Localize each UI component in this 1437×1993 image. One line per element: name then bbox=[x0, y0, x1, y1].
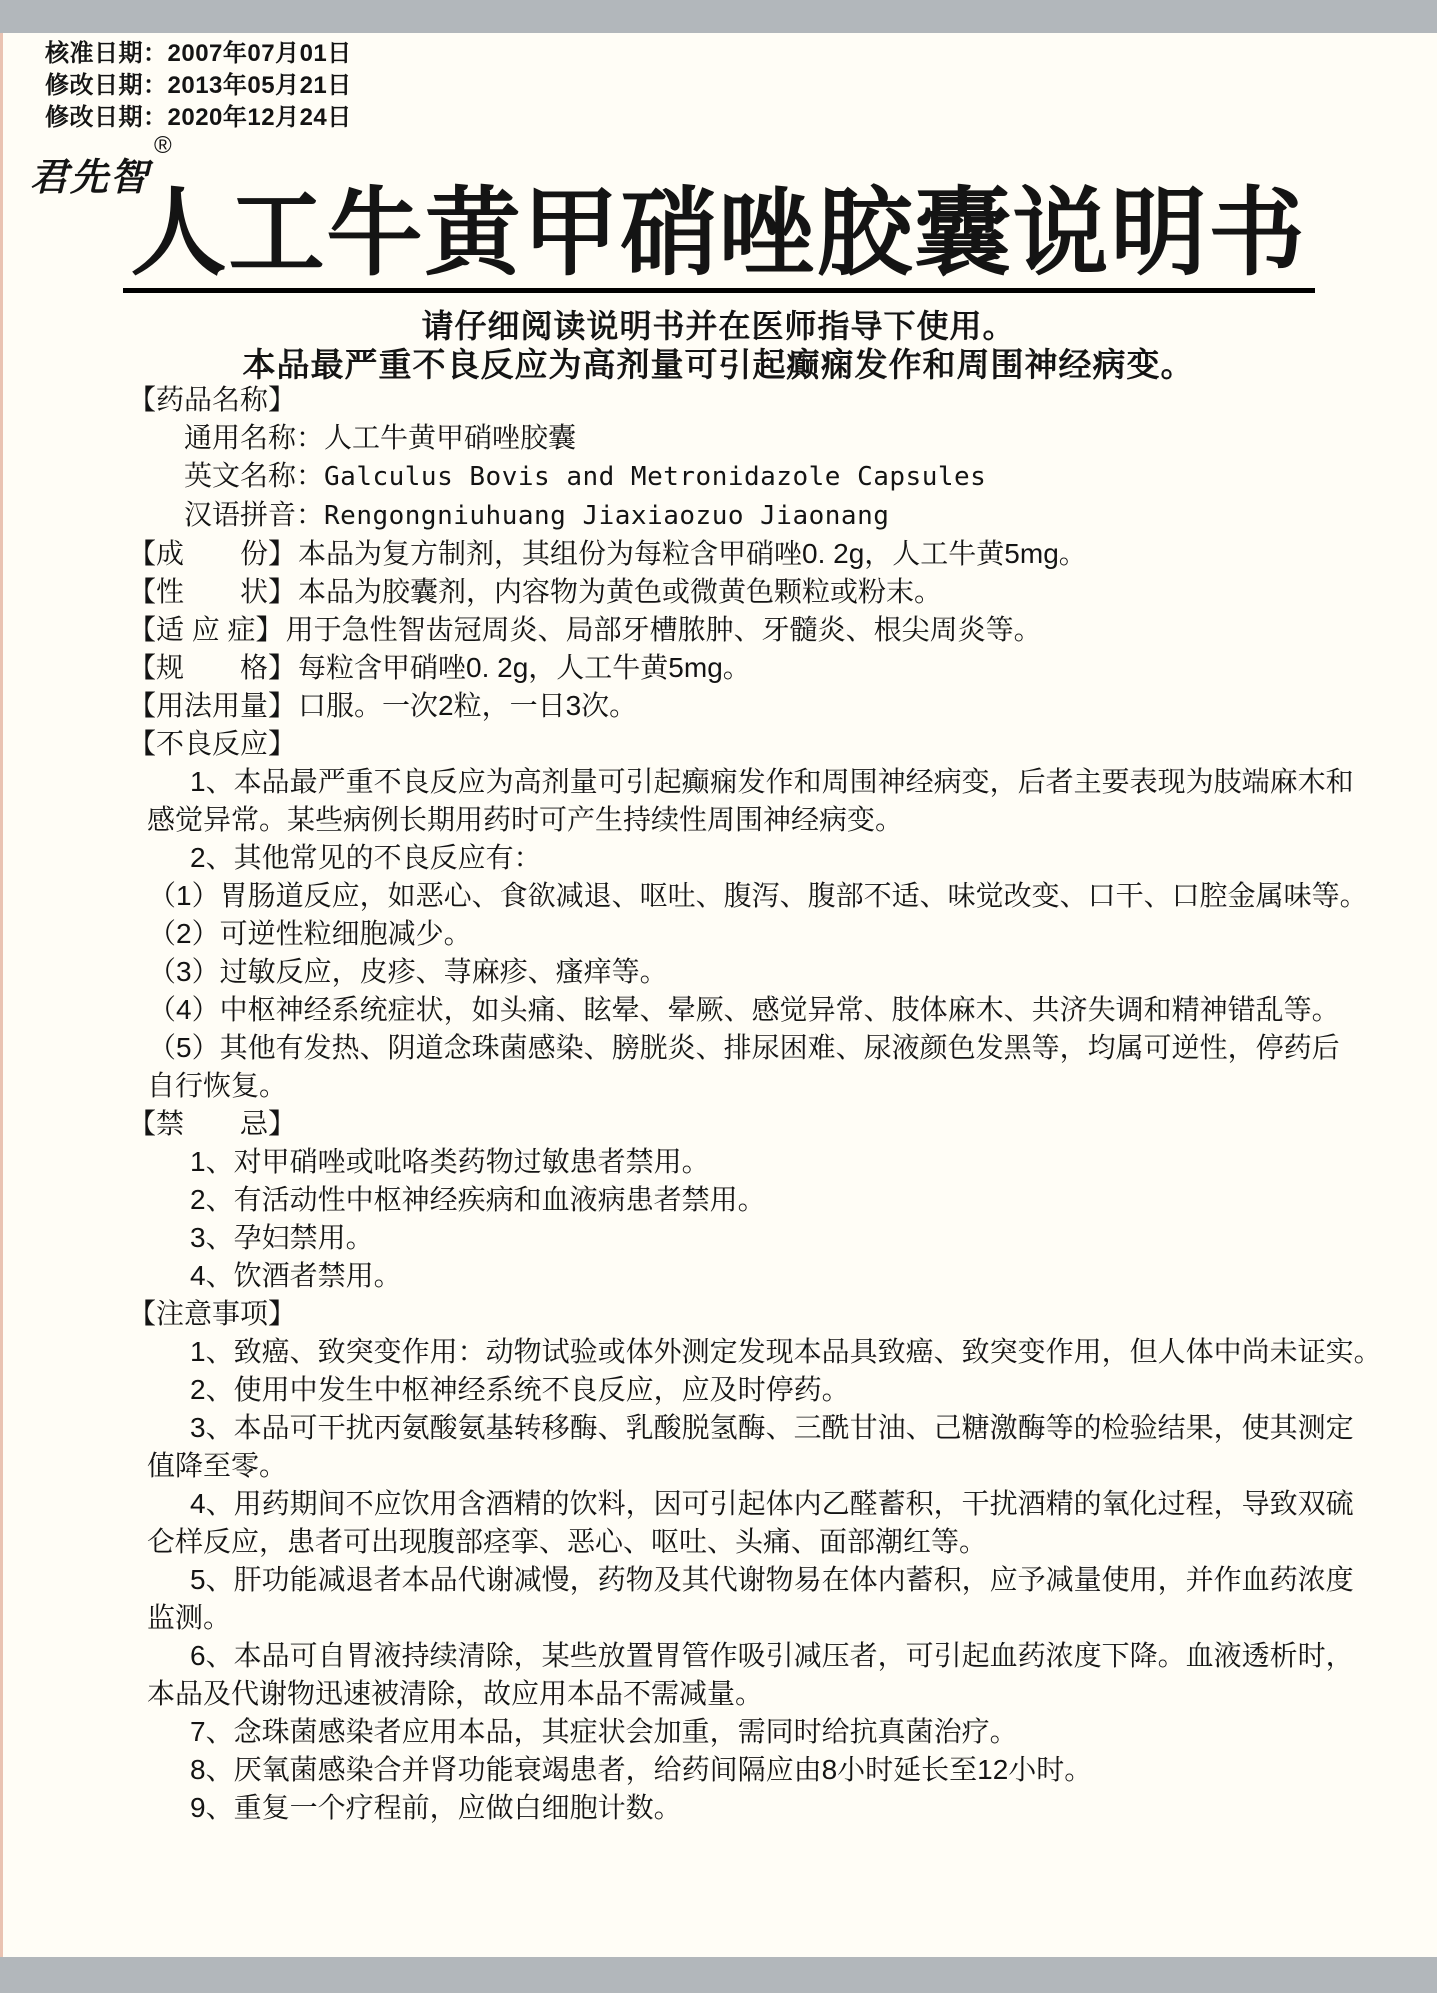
doc-line bbox=[0, 915, 1437, 953]
section-line bbox=[0, 1295, 1437, 1333]
line-text: 5、肝功能减退者本品代谢减慢，药物及其代谢物易在体内蓄积，应予减量使用，并作血药浓度 bbox=[190, 1564, 1354, 1595]
line-text: 本品及代谢物迅速被清除，故应用本品不需减量。 bbox=[147, 1678, 764, 1709]
date-line: 核准日期：2007年07月01日 bbox=[45, 40, 352, 67]
doc-line bbox=[0, 1675, 1437, 1713]
doc-line bbox=[0, 953, 1437, 991]
line-text: 值降至零。 bbox=[147, 1450, 288, 1481]
date-line: 修改日期：2013年05月21日 bbox=[45, 72, 352, 99]
line-text: （2）可逆性粒细胞减少。 bbox=[148, 918, 472, 949]
line-text: 7、念珠菌感染者应用本品，其症状会加重，需同时给抗真菌治疗。 bbox=[190, 1716, 1018, 1747]
section-label: 【规 格】 bbox=[128, 652, 297, 683]
section-line bbox=[0, 649, 1437, 687]
line-text: （3）过敏反应，皮疹、荨麻疹、瘙痒等。 bbox=[148, 956, 668, 987]
doc-line bbox=[0, 1257, 1437, 1295]
doc-line bbox=[0, 839, 1437, 877]
doc-body bbox=[0, 381, 1437, 1827]
section-line bbox=[0, 725, 1437, 763]
line-text: 3、孕妇禁用。 bbox=[190, 1222, 374, 1253]
line-text: 口服。一次2粒，一日3次。 bbox=[298, 690, 638, 721]
doc-line bbox=[0, 1561, 1437, 1599]
doc-line bbox=[0, 1599, 1437, 1637]
doc-line bbox=[0, 496, 1437, 535]
document-title: 人工牛黄甲硝唑胶囊说明书 bbox=[123, 184, 1315, 293]
line-text: 4、饮酒者禁用。 bbox=[190, 1260, 402, 1291]
line-text: 2、其他常见的不良反应有： bbox=[190, 842, 542, 873]
doc-line bbox=[0, 1409, 1437, 1447]
line-text: 9、重复一个疗程前，应做白细胞计数。 bbox=[190, 1792, 682, 1823]
section-label: 【注意事项】 bbox=[128, 1298, 297, 1329]
line-text: 英文名称： bbox=[184, 460, 325, 491]
line-text: 2、有活动性中枢神经疾病和血液病患者禁用。 bbox=[190, 1184, 766, 1215]
doc-line bbox=[0, 877, 1437, 915]
adverse-warning-subtitle: 本品最严重不良反应为高剂量可引起癫痫发作和周围神经病变。 bbox=[242, 346, 1195, 383]
line-text: （5）其他有发热、阴道念珠菌感染、膀胱炎、排尿困难、尿液颜色发黑等，均属可逆性，停药后 bbox=[148, 1032, 1340, 1063]
section-line bbox=[0, 573, 1437, 611]
doc-line bbox=[0, 1637, 1437, 1675]
doc-line bbox=[0, 763, 1437, 801]
line-text: 4、用药期间不应饮用含酒精的饮料，因可引起体内乙醛蓄积，干扰酒精的氧化过程，导致双硫 bbox=[190, 1488, 1354, 1519]
line-text: 1、致癌、致突变作用：动物试验或体外测定发现本品具致癌、致突变作用，但人体中尚未证实。 bbox=[190, 1336, 1382, 1367]
line-text: （4）中枢神经系统症状，如头痛、眩晕、晕厥、感觉异常、肢体麻木、共济失调和精神错乱等。 bbox=[148, 994, 1340, 1025]
section-label: 【药品名称】 bbox=[128, 384, 297, 415]
doc-line bbox=[0, 1713, 1437, 1751]
section-line bbox=[0, 611, 1437, 649]
section-line bbox=[0, 1105, 1437, 1143]
section-label: 【适 应 症】 bbox=[128, 614, 284, 645]
line-text: 汉语拼音： bbox=[184, 499, 325, 530]
section-line bbox=[0, 687, 1437, 725]
line-text: 用于急性智齿冠周炎、局部牙槽脓肿、牙髓炎、根尖周炎等。 bbox=[285, 614, 1042, 645]
line-text: 自行恢复。 bbox=[147, 1070, 288, 1101]
section-label: 【性 状】 bbox=[128, 576, 297, 607]
line-text: 通用名称：人工牛黄甲硝唑胶囊 bbox=[184, 422, 577, 453]
line-text: （1）胃肠道反应，如恶心、食欲减退、呕吐、腹泻、腹部不适、味觉改变、口干、口腔金属味等。 bbox=[148, 880, 1368, 911]
doc-line bbox=[0, 457, 1437, 496]
brand-name: 君先智 bbox=[30, 157, 151, 199]
line-text: 监测。 bbox=[147, 1602, 232, 1633]
doc-line bbox=[0, 1181, 1437, 1219]
registered-mark-icon: ® bbox=[154, 132, 174, 159]
doc-line bbox=[0, 1029, 1437, 1067]
latin-text: Galculus Bovis and Metronidazole Capsules bbox=[324, 462, 987, 492]
doc-line bbox=[0, 1751, 1437, 1789]
line-text: 1、对甲硝唑或吡咯类药物过敏患者禁用。 bbox=[190, 1146, 710, 1177]
line-text: 1、本品最严重不良反应为高剂量可引起癫痫发作和周围神经病变，后者主要表现为肢端麻木和 bbox=[190, 766, 1354, 797]
line-text: 仑样反应，患者可出现腹部痉挛、恶心、呕吐、头痛、面部潮红等。 bbox=[147, 1526, 988, 1557]
line-text: 每粒含甲硝唑0. 2g，人工牛黄5mg。 bbox=[298, 652, 751, 683]
read-instruction-subtitle: 请仔细阅读说明书并在医师指导下使用。 bbox=[421, 308, 1016, 344]
doc-line bbox=[0, 1447, 1437, 1485]
section-line bbox=[0, 535, 1437, 573]
doc-line bbox=[0, 1485, 1437, 1523]
section-line bbox=[0, 381, 1437, 419]
doc-line bbox=[0, 1523, 1437, 1561]
latin-text: Rengongniuhuang Jiaxiaozuo Jiaonang bbox=[324, 501, 890, 531]
section-label: 【不良反应】 bbox=[128, 728, 297, 759]
line-text: 本品为胶囊剂，内容物为黄色或微黄色颗粒或粉末。 bbox=[298, 576, 943, 607]
doc-line bbox=[0, 1143, 1437, 1181]
line-text: 本品为复方制剂，其组份为每粒含甲硝唑0. 2g，人工牛黄5mg。 bbox=[298, 538, 1087, 569]
doc-line bbox=[0, 419, 1437, 457]
doc-line bbox=[0, 991, 1437, 1029]
line-text: 6、本品可自胃液持续清除，某些放置胃管作吸引减压者，可引起血药浓度下降。血液透析时， bbox=[190, 1640, 1354, 1671]
doc-line bbox=[0, 1067, 1437, 1105]
line-text: 3、本品可干扰丙氨酸氨基转移酶、乳酸脱氢酶、三酰甘油、己糖激酶等的检验结果，使其测定 bbox=[190, 1412, 1354, 1443]
line-text: 感觉异常。某些病例长期用药时可产生持续性周围神经病变。 bbox=[147, 804, 904, 835]
line-text: 8、厌氧菌感染合并肾功能衰竭患者，给药间隔应由8小时延长至12小时。 bbox=[190, 1754, 1093, 1785]
scan-bottom-edge-bar bbox=[0, 1957, 1437, 1993]
section-label: 【禁 忌】 bbox=[128, 1108, 297, 1139]
doc-line bbox=[0, 1219, 1437, 1257]
scan-top-edge-bar bbox=[0, 0, 1437, 33]
section-label: 【成 份】 bbox=[128, 538, 297, 569]
doc-line bbox=[0, 1333, 1437, 1371]
date-line: 修改日期：2020年12月24日 bbox=[45, 104, 352, 131]
date-block bbox=[45, 38, 352, 134]
section-label: 【用法用量】 bbox=[128, 690, 297, 721]
doc-line bbox=[0, 801, 1437, 839]
doc-line bbox=[0, 1371, 1437, 1409]
line-text: 2、使用中发生中枢神经系统不良反应，应及时停药。 bbox=[190, 1374, 850, 1405]
doc-line bbox=[0, 1789, 1437, 1827]
